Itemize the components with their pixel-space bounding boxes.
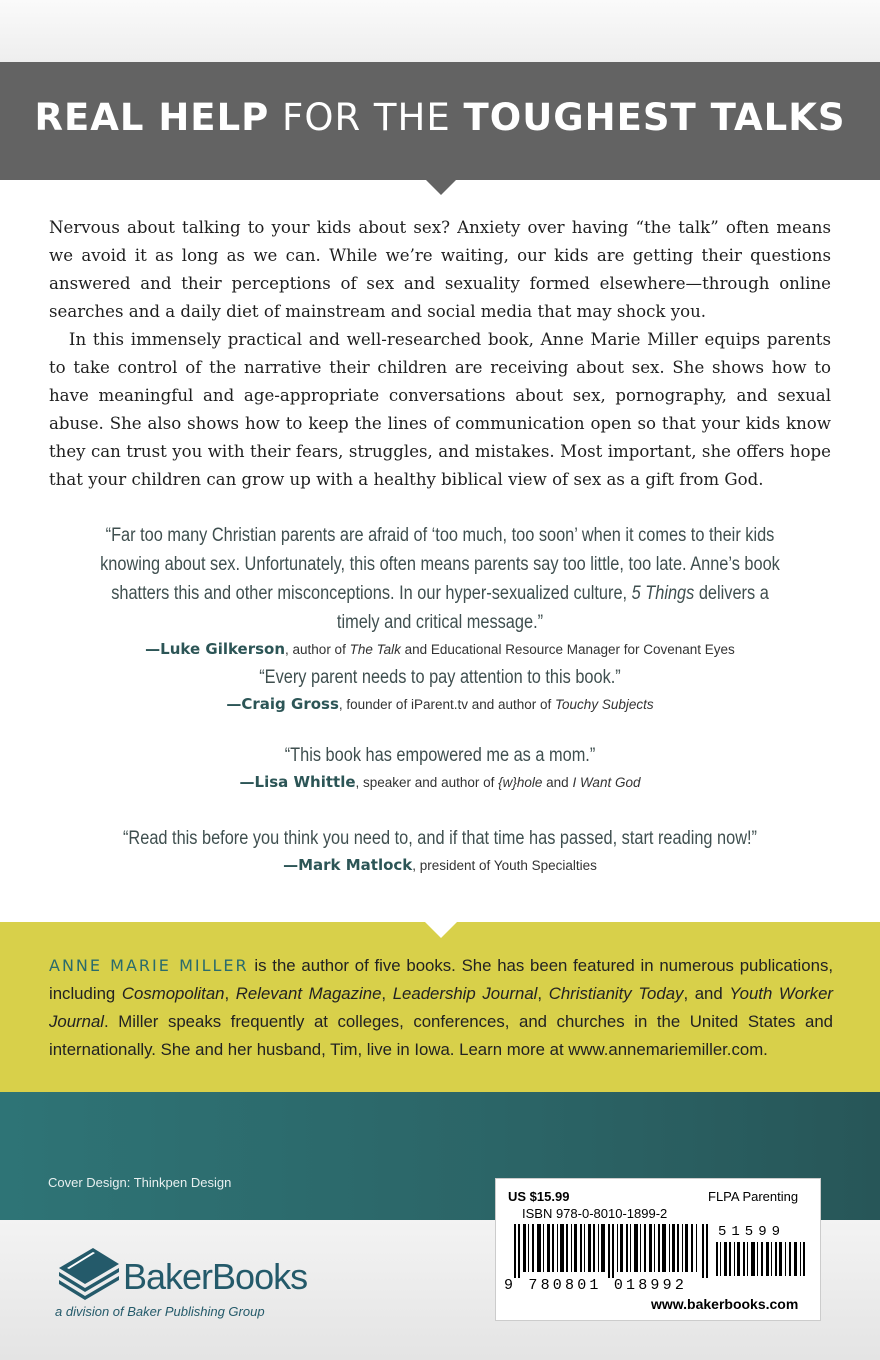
quote-book-title: 5 Things xyxy=(631,583,695,604)
endorsement-whittle xyxy=(40,741,840,794)
publisher-name: BakerBooks xyxy=(123,1256,308,1297)
bakerbooks-logo xyxy=(55,1240,355,1330)
attribution-book-title: Touchy Subjects xyxy=(555,697,654,712)
price-label: US $15.99 xyxy=(508,1189,570,1204)
barcode-box xyxy=(495,1178,821,1321)
publisher-tagline: a division of Baker Publishing Group xyxy=(55,1304,265,1319)
publication-title: Leadership Journal xyxy=(392,984,538,1003)
cover-design-credit: Cover Design: Thinkpen Design xyxy=(48,1175,232,1190)
price-code: 51599 xyxy=(718,1224,786,1240)
book-description xyxy=(49,214,831,494)
headline-light: FOR THE xyxy=(282,96,451,139)
publication-title: Relevant Magazine xyxy=(235,984,382,1003)
attribution-book-title: {w}hole xyxy=(498,775,543,790)
publication-title: Christianity Today xyxy=(548,984,684,1003)
attribution-text: , founder of iParent.tv and author of xyxy=(338,697,556,712)
endorsement-quote: “Every parent needs to pay attention to this book.” xyxy=(259,667,621,688)
attribution-book-title: The Talk xyxy=(349,642,401,657)
endorser-name: Luke Gilkerson xyxy=(160,640,286,658)
top-strip xyxy=(0,0,880,62)
endorsement-attribution xyxy=(40,854,840,877)
publication-title: Cosmopolitan xyxy=(121,984,225,1003)
bio-text: is the author of five books. She has been featured in numerous publications, including xyxy=(49,956,833,1003)
headline-bold-2: TOUGHEST TALKS xyxy=(463,96,846,139)
attribution-book-title: I Want God xyxy=(572,775,641,790)
attribution-dash: — xyxy=(145,640,161,658)
book-stack-icon xyxy=(55,1242,125,1304)
endorsement-matlock xyxy=(40,824,840,877)
author-name: ANNE MARIE MILLER xyxy=(49,956,249,975)
header-notch xyxy=(425,179,457,195)
bio-separator: , xyxy=(537,984,549,1003)
isbn-label: ISBN 978-0-8010-1899-2 xyxy=(522,1206,668,1221)
quote-text: delivers a timely and critical message.” xyxy=(336,583,769,633)
attribution-text: , speaker and author of xyxy=(355,775,499,790)
description-paragraph-2: In this immensely practical and well-researched book, Anne Marie Miller equips parents to take control of the narrative their children are receiving about sex. She shows how to have meaningful and age-appropriate conversations about sex, pornography, and sexual abuse. She also shows how to keep the lines of communication open so that your kids know they can trust you with their fears, struggles, and mistakes. Most important, she offers hope that your children can grow up with a healthy biblical view of sex as a gift from God. xyxy=(49,330,831,489)
bio-separator: , xyxy=(224,984,236,1003)
attribution-text: and xyxy=(542,775,573,790)
attribution-text: , president of Youth Specialties xyxy=(412,858,597,873)
attribution-text: and Educational Resource Manager for Covenant Eyes xyxy=(400,642,735,657)
endorsement-gilkerson xyxy=(40,521,840,661)
endorsement-quote: “Read this before you think you need to, and if that time has passed, start reading now!” xyxy=(122,828,758,849)
bio-separator: , and xyxy=(683,984,730,1003)
endorsement-quote: “This book has empowered me as a mom.” xyxy=(284,745,596,766)
headline xyxy=(0,96,880,139)
attribution-dash: — xyxy=(283,856,299,874)
quote-text: “Far too many Christian parents are afraid of ‘too much, too soon’ when it comes to their kids knowing about sex. Unfortunately, this often means parents say too little, too late. Anne’s book shatters this and other misconceptions. In our hyper-sexualized culture, xyxy=(100,525,780,604)
attribution-dash: — xyxy=(226,695,242,713)
attribution-dash: — xyxy=(239,773,255,791)
category-label: FLPA Parenting xyxy=(708,1189,799,1204)
endorser-name: Lisa Whittle xyxy=(254,773,356,791)
endorser-name: Craig Gross xyxy=(241,695,339,713)
author-notch xyxy=(425,922,457,938)
headline-bold-1: REAL HELP xyxy=(34,96,270,139)
endorsement-quote xyxy=(96,521,784,637)
endorser-name: Mark Matlock xyxy=(298,856,413,874)
endorsement-attribution xyxy=(40,638,840,661)
endorsement-attribution xyxy=(40,771,840,794)
barcode-digits: 9 780801 018992 xyxy=(504,1277,688,1294)
bio-text: . Miller speaks frequently at colleges, conferences, and churches in the United States and internationally. She and her husband, Tim, live in Iowa. Learn more at www.annemariemiller.com. xyxy=(49,1012,833,1059)
publisher-url: www.bakerbooks.com xyxy=(651,1296,799,1312)
isbn-barcode xyxy=(514,1224,710,1278)
publication-title: Youth Worker Journal xyxy=(49,984,833,1031)
description-paragraph-1: Nervous about talking to your kids about sex? Anxiety over having “the talk” often means we avoid it as long as we can. While we’re waiting, our kids are getting their questions answered and their perceptions of sex and sexuality formed elsewhere—through online searches and a daily diet of mainstream and social media that may shock you. xyxy=(49,218,831,321)
author-bio xyxy=(49,952,833,1064)
attribution-text: , author of xyxy=(285,642,350,657)
bio-separator: , xyxy=(381,984,393,1003)
endorsement-gross xyxy=(40,663,840,716)
price-barcode xyxy=(716,1242,806,1276)
endorsement-attribution xyxy=(40,693,840,716)
